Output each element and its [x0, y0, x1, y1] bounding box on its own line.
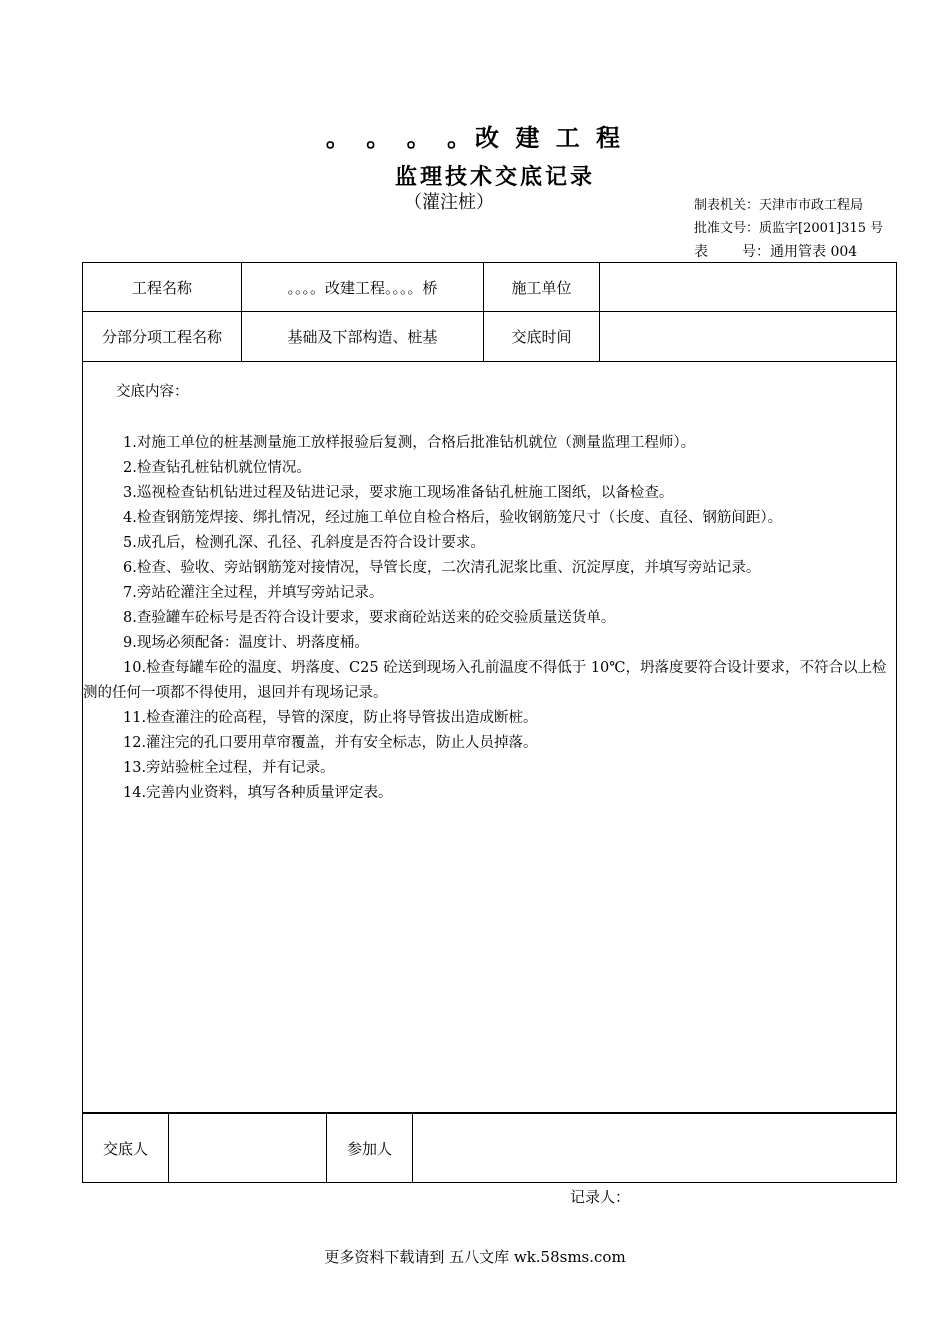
- content-item: 4.检查钢筋笼焊接、绑扎情况，经过施工单位自检合格后，验收钢筋笼尺寸（长度、直径、钢筋间距）。: [123, 510, 783, 526]
- content-item: 5.成孔后，检测孔深、孔径、孔斜度是否符合设计要求。: [123, 535, 485, 551]
- content-item: 6.检查、验收、旁站钢筋笼对接情况，导管长度，二次清孔泥浆比重、沉淀厚度，并填写旁站记录。: [123, 560, 761, 576]
- content-item: 11.检查灌注的砼高程，导管的深度，防止将导管拔出造成断桩。: [123, 710, 538, 726]
- subproject-value[interactable]: 基础及下部构造、桩基: [242, 312, 484, 362]
- briefing-time-value[interactable]: [600, 312, 897, 362]
- content-label: 交底内容：: [116, 384, 189, 400]
- briefing-content: [83, 362, 897, 1113]
- content-item: 2.检查钻孔桩钻机就位情况。: [123, 460, 311, 476]
- briefer-value[interactable]: [169, 1114, 327, 1183]
- content-item: 9.现场必须配备：温度计、坍落度桶。: [123, 635, 369, 651]
- form-label: 表: [694, 244, 708, 260]
- recorder-label: 记录人：: [570, 1188, 631, 1206]
- approval-number: 批准文号：质监字[2001]315 号: [694, 221, 884, 236]
- project-name-label: 工程名称: [83, 263, 242, 312]
- footer-text: 更多资料下载请到 五八文库 wk.58sms.com: [324, 1248, 626, 1266]
- document-title: 。 。 。 。改 建 工 程: [325, 123, 625, 152]
- project-name-value[interactable]: 。。。。改建工程。。。。桥: [242, 263, 484, 312]
- briefer-label: 交底人: [83, 1114, 169, 1183]
- record-table: [82, 262, 897, 1113]
- content-item: 12.灌注完的孔口要用草帘覆盖，并有安全标志，防止人员掉落。: [123, 735, 538, 751]
- content-item: 13.旁站验桩全过程，并有记录。: [123, 760, 335, 776]
- signature-table: [82, 1113, 897, 1183]
- document-category: （灌注桩）: [404, 192, 494, 213]
- document-subtitle: 监理技术交底记录: [394, 164, 595, 190]
- issuer-text: 制表机关：天津市市政工程局: [694, 198, 864, 213]
- content-items: [83, 431, 896, 806]
- contractor-label: 施工单位: [484, 263, 600, 312]
- briefing-time-label: 交底时间: [484, 312, 600, 362]
- content-item: 3.巡视检查钻机钻进过程及钻进记录，要求施工现场准备钻孔桩施工图纸，以备检查。: [123, 485, 674, 501]
- participant-value[interactable]: [413, 1114, 897, 1183]
- subproject-label: 分部分项工程名称: [83, 312, 242, 362]
- participant-label: 参加人: [327, 1114, 413, 1183]
- content-item: 8.查验罐车砼标号是否符合设计要求，要求商砼站送来的砼交验质量送货单。: [123, 610, 616, 626]
- form-value: 号：通用管表 004: [742, 244, 858, 260]
- content-item: 1.对施工单位的桩基测量施工放样报验后复测，合格后批准钻机就位（测量监理工程师）。: [123, 435, 696, 451]
- form-number: [694, 241, 857, 261]
- content-item: 14.完善内业资料，填写各种质量评定表。: [123, 785, 393, 801]
- content-item: 7.旁站砼灌注全过程，并填写旁站记录。: [123, 585, 384, 601]
- content-item: 10.检查每罐车砼的温度、坍落度、C25 砼送到现场入孔前温度不得低于 10℃，坍落度要符合设计要求，不符合以上检测的任何一项都不得使用，退回并有现场记录。: [83, 660, 887, 701]
- contractor-value[interactable]: [600, 263, 897, 312]
